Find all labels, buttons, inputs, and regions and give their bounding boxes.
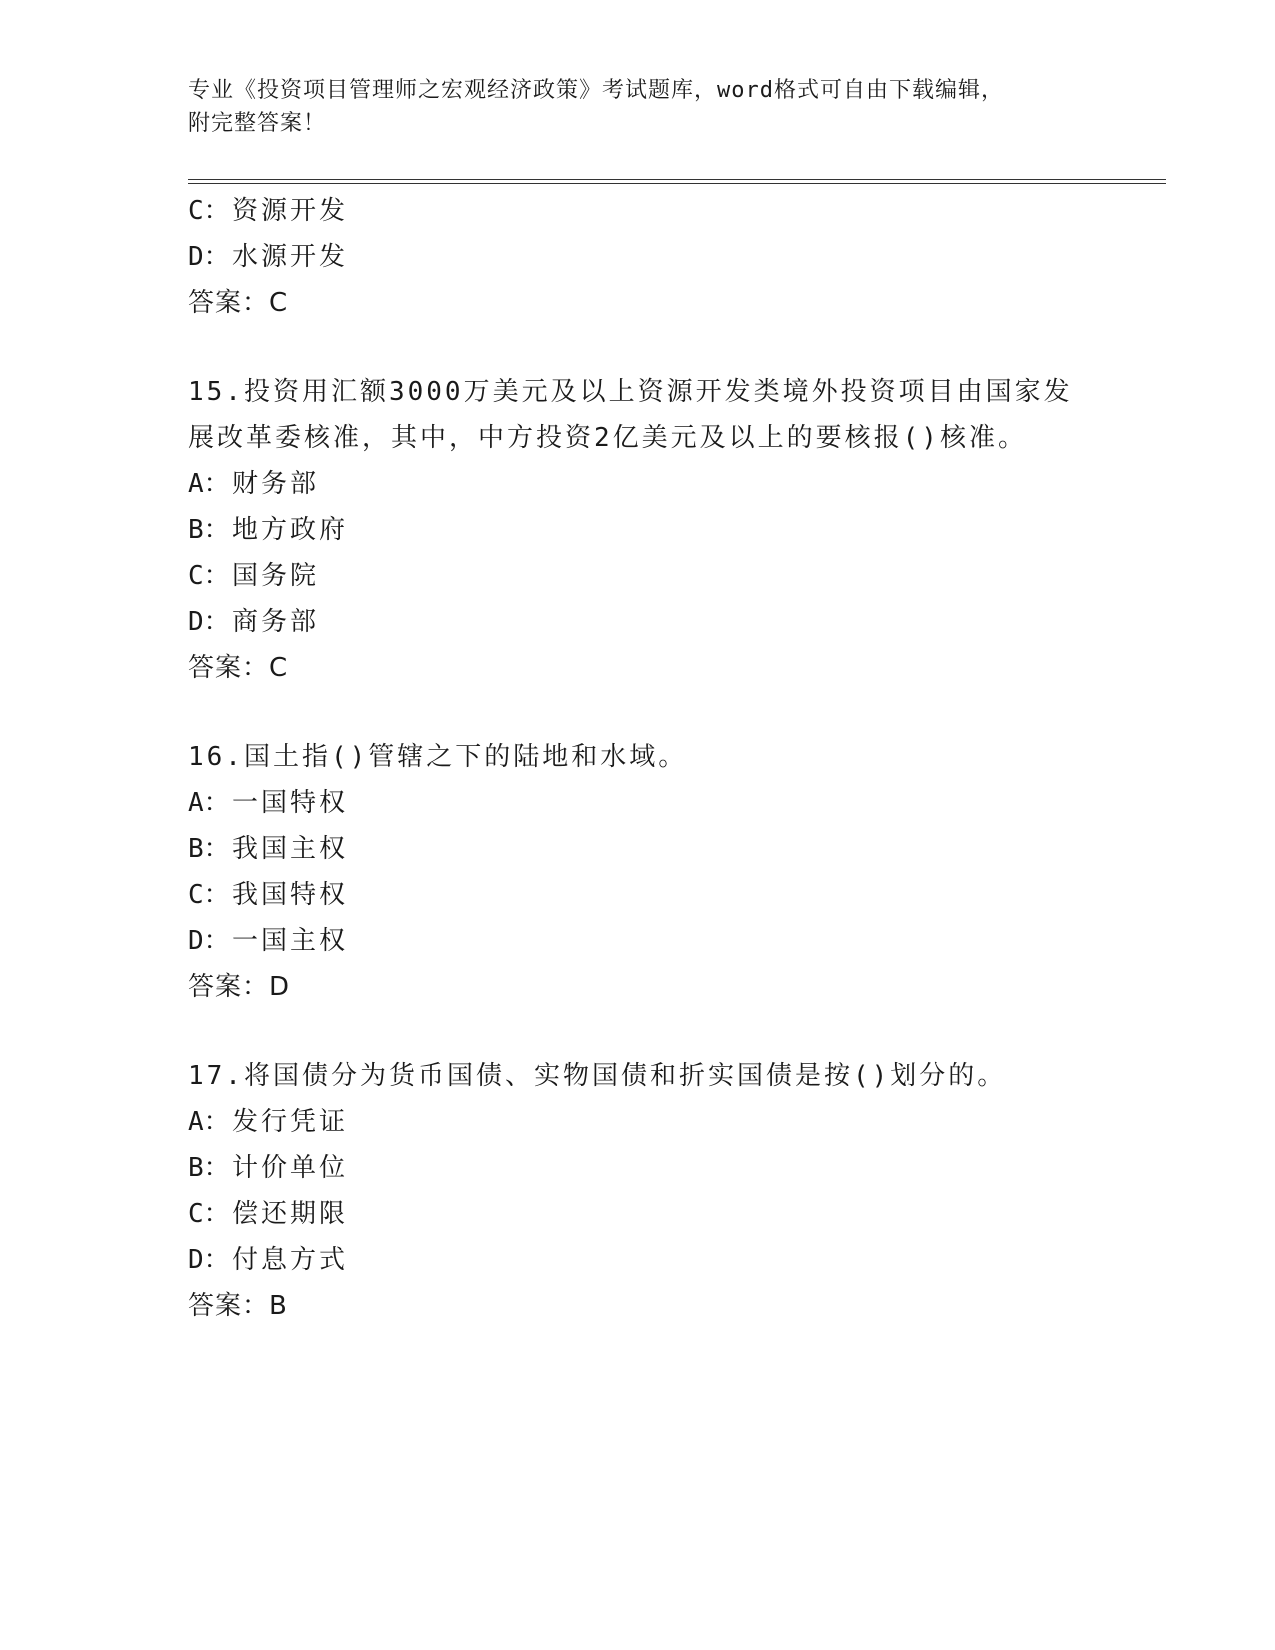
header-divider-top	[188, 179, 1166, 180]
document-header	[188, 74, 1068, 140]
question-16	[188, 734, 1088, 1010]
option-key: A：	[188, 1107, 230, 1137]
header-divider-bottom	[188, 183, 1166, 184]
option-text: 计价单位	[232, 1153, 349, 1183]
option-b	[188, 1145, 1088, 1191]
option-key: C：	[188, 880, 230, 910]
option-key: A：	[188, 469, 230, 499]
option-text: 一国主权	[232, 926, 349, 956]
option-a	[188, 780, 1088, 826]
answer-line: 答案：B	[188, 1291, 288, 1321]
question-stem-line: 16.国土指()管辖之下的陆地和水域。	[188, 742, 688, 772]
option-key: A：	[188, 788, 230, 818]
question-stem-line: 15.投资用汇额3000万美元及以上资源开发类境外投资项目由国家发	[188, 377, 1073, 407]
option-b	[188, 826, 1088, 872]
option-text: 发行凭证	[232, 1107, 349, 1137]
option-d	[188, 918, 1088, 964]
option-text: 资源开发	[232, 196, 349, 226]
question-17	[188, 1053, 1088, 1329]
answer-line: 答案：D	[188, 972, 291, 1002]
option-d	[188, 599, 1088, 645]
option-d	[188, 1237, 1088, 1283]
option-text: 商务部	[232, 607, 320, 637]
option-key: C：	[188, 561, 230, 591]
question-15	[188, 369, 1088, 691]
option-key: D：	[188, 242, 230, 272]
option-key: B：	[188, 834, 230, 864]
answer-line: 答案：C	[188, 653, 289, 683]
question-continued	[188, 188, 1088, 326]
option-key: C：	[188, 196, 230, 226]
question-stem-line: 展改革委核准，其中，中方投资2亿美元及以上的要核报()核准。	[188, 423, 1027, 453]
option-a	[188, 461, 1088, 507]
option-key: D：	[188, 926, 230, 956]
option-a	[188, 1099, 1088, 1145]
option-text: 国务院	[232, 561, 320, 591]
option-text: 我国主权	[232, 834, 349, 864]
option-text: 偿还期限	[232, 1199, 349, 1229]
header-line-2: 附完整答案！	[188, 111, 327, 136]
option-d	[188, 234, 1088, 280]
option-key: B：	[188, 515, 230, 545]
option-c	[188, 872, 1088, 918]
option-key: D：	[188, 607, 230, 637]
option-c	[188, 1191, 1088, 1237]
option-key: B：	[188, 1153, 230, 1183]
option-key: D：	[188, 1245, 230, 1275]
option-c	[188, 553, 1088, 599]
option-text: 我国特权	[232, 880, 349, 910]
option-text: 一国特权	[232, 788, 349, 818]
option-text: 水源开发	[232, 242, 349, 272]
header-line-1: 专业《投资项目管理师之宏观经济政策》考试题库，word格式可自由下载编辑，	[188, 78, 1004, 103]
option-text: 付息方式	[232, 1245, 349, 1275]
option-text: 财务部	[232, 469, 320, 499]
option-key: C：	[188, 1199, 230, 1229]
option-c	[188, 188, 1088, 234]
option-text: 地方政府	[232, 515, 349, 545]
page-content	[188, 188, 1088, 1329]
question-stem-line: 17.将国债分为货币国债、实物国债和折实国债是按()划分的。	[188, 1061, 1007, 1091]
answer-line: 答案：C	[188, 288, 289, 318]
option-b	[188, 507, 1088, 553]
